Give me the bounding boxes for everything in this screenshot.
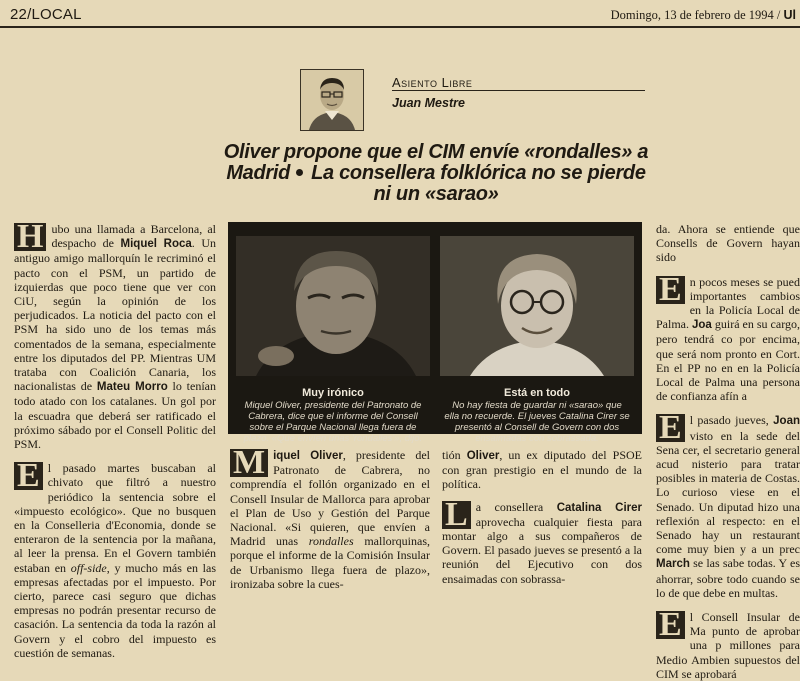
bold-name: Miquel Roca <box>120 238 192 251</box>
text-run: ubo una llamada a Barcelona, al despacho de <box>51 222 216 251</box>
section-label: 22/LOCAL <box>10 6 82 23</box>
text-run: lo tenían todo atado con los catalanes. Un gol por la escuadra que deberá ser ratificado el próximo sábado por el Consell Politic del PSM. <box>14 379 217 452</box>
paragraph <box>442 495 643 586</box>
drop-cap: H <box>14 223 46 251</box>
text-run: tión <box>442 448 467 462</box>
bold-name: Mateu Morro <box>96 381 168 394</box>
paragraph <box>656 606 800 681</box>
headline-part1: Oliver propone que el CIM envíe «rondalles» a Madrid <box>223 141 649 184</box>
paragraph <box>14 457 216 660</box>
text-run: , presidente del Patronato de Cabrera, no comprendía el follón organizado en el Consell Insular de Mallorca para aprobar el Plan de Uso y Gestión del Parque Nacional. «Si quieren, que envíen a Madrid unas <box>230 448 430 549</box>
photo-title-left: Muy irónico <box>302 387 364 399</box>
text-run: l Consell Insular de Ma punto de aprobar una p millones para Medio Ambien supuestos del CIM se aprobará <box>656 610 800 681</box>
text-run: guirá en su cargo, pero tendrá co por encima, que será nom pronto en Cort. En el PP no en en la Policía Local de Palma una persona de confianza afín a <box>656 317 800 404</box>
photo-panel <box>228 222 642 444</box>
text-run: mallorquinas, porque el informe de la Comisión Insular de Urbanismo llega fuera de plazo», ironizaba sobre la cues- <box>230 534 431 591</box>
paragraph <box>656 409 800 600</box>
column-name: Asiento Libre <box>392 75 473 90</box>
text-run: l pasado martes buscaban al chivato que filtró a nuestro periódico la sentencia sobre el «impuesto ecológico». Que no busquen en la Conselleria d'Economia, donde se enteraron de la sentencia por la mañana, al leer la prensa. En el Govern también estaban en <box>14 461 216 575</box>
bold-name: Joa <box>692 319 712 332</box>
article-column-3 <box>442 448 642 586</box>
drop-cap: E <box>656 414 685 442</box>
text-run: , un ex diputado del PSOE con gran prestigio en el mundo de la política. <box>442 448 642 492</box>
drop-cap: M <box>230 449 268 477</box>
photo-catalina-cirer <box>440 236 634 376</box>
bold-name: Oliver <box>466 450 500 462</box>
author-portrait <box>300 69 364 131</box>
article-column-2 <box>230 444 431 591</box>
article-column-1 <box>14 218 217 660</box>
paragraph <box>14 218 217 452</box>
drop-cap: E <box>656 611 685 639</box>
bullet-icon <box>296 169 303 176</box>
masthead-fragment: Ul <box>783 8 796 22</box>
drop-cap: L <box>442 501 471 529</box>
drop-cap: E <box>14 462 43 490</box>
paragraph: da. Ahora se entiende que Consells de Govern hayan sido <box>656 222 800 265</box>
headline-part2: La consellera folklórica no se pierde ni un «sarao» <box>311 162 646 205</box>
text-run: , y mucho más en las empresas afectadas por el impuesto. Por cierto, parece casi seguro que dichas empresas no podrán presentar recurso de casación. La sentencia da toda la razón al Govern y el cobro del impuesto es cuestión de semanas. <box>14 560 216 660</box>
column-rule <box>392 90 645 91</box>
photo-title-right: Está en todo <box>503 387 570 399</box>
text-run: aprovecha cualquier fiesta para montar algo a sus compañeros de Govern. El pasado jueves se presentó a la reunión del Ejecutivo con dos ensaimadas con sobrassa- <box>442 514 642 586</box>
date-separator: / <box>776 8 781 22</box>
text-run: a consellera <box>475 499 557 514</box>
article-column-4 <box>656 222 800 681</box>
headline <box>222 142 650 205</box>
text-run: l pasado jueves, <box>689 413 774 428</box>
date-text: Domingo, 13 de febrero de 1994 <box>610 8 774 22</box>
text-run: se las sabe todas. Y es ahorrar, sobre todo cuando se lo de que debe en multas. <box>656 556 800 600</box>
bold-name: Catalina Cirer <box>556 501 643 514</box>
top-rule <box>0 26 800 28</box>
italic-term: rondalles <box>308 534 354 549</box>
text-run: visto en la sede del Sena cer, el secretario general acud nisterio para tratar posibles in materia de Costas. Lo curioso viese en el Senado. Un diputad hizo una reflexión al respecto: en el Senado hay un restaurant come muy bien y a un prec <box>656 428 800 557</box>
bold-name: March <box>656 558 690 571</box>
paragraph <box>442 448 642 492</box>
header-date <box>611 8 796 23</box>
drop-cap: E <box>656 276 685 304</box>
italic-term: off-side <box>70 560 107 575</box>
bold-name: iquel Oliver <box>273 450 343 462</box>
text-run: . Un antiguo amigo mallorquín le recriminó el pacto con el PSM, un partido de izquierdas que poco tiene que ver con CiU, según la opinión de los perjudicados. La noticia del pacto con el PSM ha sido uno de los temas más comentados de la semana, especialmente entre los diputados del PP. Mientras UM trataba con Coalición Canaria, los nacionalistas de <box>14 236 217 394</box>
photo-miquel-oliver <box>236 236 430 376</box>
bold-name: Joan <box>773 415 800 428</box>
column-author: Juan Mestre <box>392 96 465 110</box>
text-run: n pocos meses se pued importantes cambios en la Policía Local de Palma. <box>656 274 800 332</box>
paragraph <box>656 270 800 404</box>
paragraph <box>230 444 431 591</box>
photo-caption-right: No hay fiesta de guardar ni «sarao» que ella no recuerde. El jueves Catalina Cirer se presentó al Consell de Govern con dos ensaimadas con sobrassada. <box>444 400 630 444</box>
photo-caption-left: Miquel Oliver, presidente del Patronato de Cabrera, dice que el informe del Consell sobre el Parque Nacional llega fuera de plazo. «Que envíen unas 'rondalles'», dijo. <box>243 400 423 444</box>
